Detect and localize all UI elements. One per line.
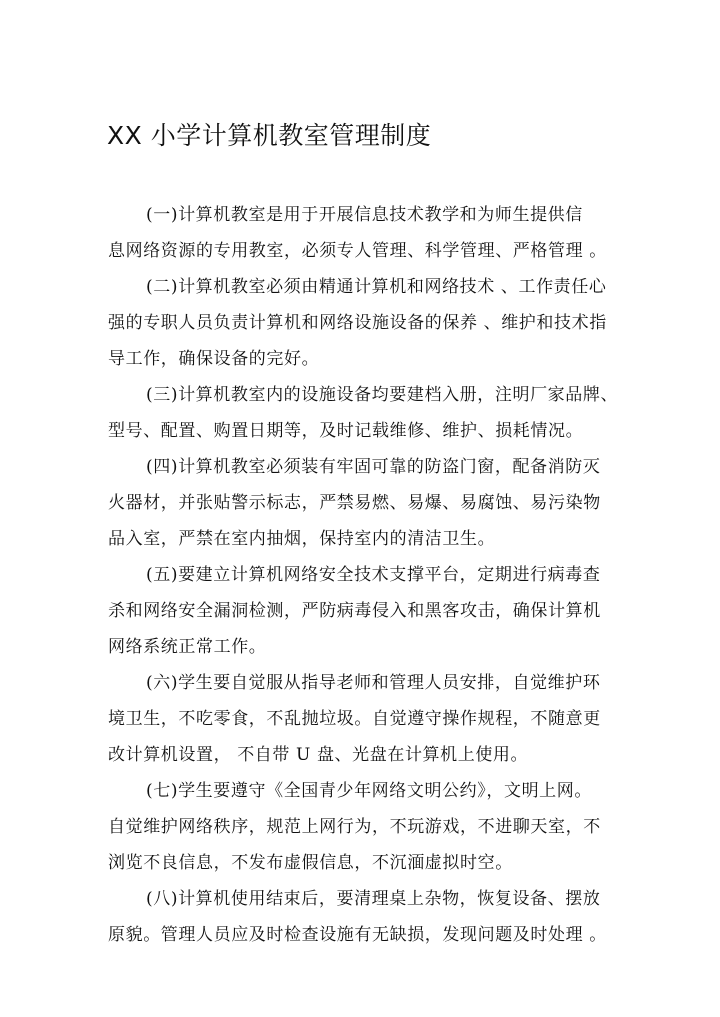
paragraph-line: 境卫生，不吃零食，不乱抛垃圾。自觉遵守操作规程，不随意更	[108, 709, 601, 729]
paragraph-line: 自觉维护网络秩序，规范上网行为，不玩游戏，不进聊天室，不	[108, 817, 601, 837]
paragraph-line: (七)学生要遵守《全国青少年网络文明公约》，文明上网。	[146, 781, 592, 801]
paragraph-line: 原貌。管理人员应及时检查设施有无缺损，发现问题及时处理 。	[108, 925, 607, 945]
paragraph-line: 型号、配置、购置日期等，及时记载维修、维护、损耗情况。	[108, 421, 584, 441]
paragraph-line: 浏览不良信息，不发布虚假信息，不沉湎虚拟时空。	[108, 853, 513, 873]
paragraph-3	[108, 377, 628, 449]
paragraph-6	[108, 665, 628, 773]
paragraph-7	[108, 773, 628, 881]
paragraph-2	[108, 269, 628, 377]
paragraph-line: (一)计算机教室是用于开展信息技术教学和为师生提供信	[146, 205, 583, 225]
paragraph-line: 火器材，并张贴警示标志，严禁易燃、易爆、易腐蚀、易污染物	[108, 493, 601, 513]
paragraph-8	[108, 881, 628, 953]
paragraph-1	[108, 197, 628, 269]
paragraph-line: 强的专职人员负责计算机和网络设施设备的保养 、维护和技术指	[108, 313, 607, 333]
page-title: XX 小学计算机教室管理制度	[107, 121, 432, 150]
paragraph-line: 导工作，确保设备的完好。	[108, 349, 320, 369]
paragraph-4	[108, 449, 628, 557]
paragraph-line: (六)学生要自觉服从指导老师和管理人员安排，自觉维护环	[146, 673, 601, 693]
paragraph-line: 网络系统正常工作。	[108, 637, 267, 657]
paragraph-line: 改计算机设置， 不自带 U 盘、光盘在计算机上使用。	[108, 745, 529, 765]
paragraph-line: 品入室，严禁在室内抽烟，保持室内的清洁卫生。	[108, 529, 496, 549]
paragraph-line: 杀和网络安全漏洞检测，严防病毒侵入和黑客攻击，确保计算机	[108, 601, 601, 621]
paragraph-line: (二)计算机教室必须由精通计算机和网络技术 、工作责任心	[146, 277, 607, 297]
paragraph-line: 息网络资源的专用教室，必须专人管理、科学管理、严格管理 。	[108, 241, 607, 261]
paragraph-5	[108, 557, 628, 665]
paragraph-line: (八)计算机使用结束后，要清理桌上杂物，恢复设备、摆放	[146, 889, 601, 909]
document-body	[108, 197, 628, 953]
paragraph-line: (三)计算机教室内的设施设备均要建档入册，注明厂家品牌、	[146, 385, 619, 405]
paragraph-line: (五)要建立计算机网络安全技术支撑平台，定期进行病毒查	[146, 565, 601, 585]
paragraph-line: (四)计算机教室必须装有牢固可靠的防盗门窗，配备消防灭	[146, 457, 601, 477]
